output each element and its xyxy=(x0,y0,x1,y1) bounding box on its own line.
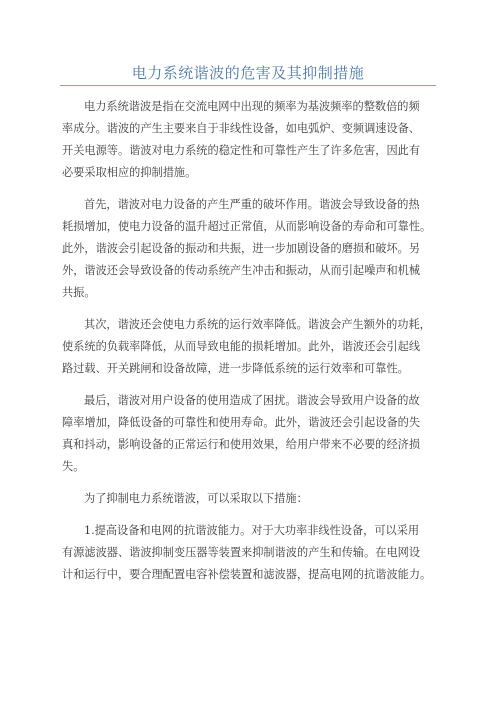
paragraph-measures-intro xyxy=(62,488,474,510)
paragraph-efficiency xyxy=(62,314,474,380)
paragraph-line: 必要采取相应的抑制措施。 xyxy=(62,166,197,179)
paragraph-line: 开关电源等。谐波对电力系统的稳定性和可靠性产生了许多危害，因此有 xyxy=(62,144,421,157)
paragraph-line: 电力系统谐波是指在交流电网中出现的频率为基波频率的整数倍的频 xyxy=(84,100,420,113)
paragraph-line: 失。 xyxy=(62,460,85,473)
paragraph-equipment-damage xyxy=(62,194,474,304)
paragraph-line: 为了抑制电力系统谐波，可以采取以下措施： xyxy=(84,492,308,505)
paragraph-user-devices xyxy=(62,390,474,478)
paragraph-line: 外，谐波还会导致设备的传动系统产生冲击和振动，从而引起噪声和机械 xyxy=(62,264,421,277)
paragraph-line: 耗损增加，使电力设备的温升超过正常值，从而影响设备的寿命和可靠性。 xyxy=(62,220,432,233)
title-underline xyxy=(60,85,436,86)
paragraph-line: 计和运行中，要合理配置电容补偿装置和滤波器，提高电网的抗谐波能力。 xyxy=(62,568,432,581)
document-body xyxy=(62,96,474,596)
paragraph-line: 使系统的负载率降低，从而导致电能的损耗增加。此外，谐波还会引起线 xyxy=(62,340,421,353)
paragraph-line: 有源滤波器、谐波抑制变压器等装置来抑制谐波的产生和传输。在电网设 xyxy=(62,546,421,559)
document-title: 电力系统谐波的危害及其抑制措施 xyxy=(131,64,365,82)
paragraph-definition xyxy=(62,96,474,184)
paragraph-line: 率成分。谐波的产生主要来自于非线性设备，如电弧炉、变频调速设备、 xyxy=(62,122,421,135)
paragraph-line: 最后，谐波对用户设备的使用造成了困扰。谐波会导致用户设备的故 xyxy=(84,394,420,407)
paragraph-line: 障率增加，降低设备的可靠性和使用寿命。此外，谐波还会引起设备的失 xyxy=(62,416,421,429)
paragraph-line: 首先，谐波对电力设备的产生严重的破坏作用。谐波会导致设备的热 xyxy=(84,198,420,211)
paragraph-line: 其次，谐波还会使电力系统的运行效率降低。谐波会产生额外的功耗， xyxy=(84,318,431,331)
paragraph-line: 1.提高设备和电网的抗谐波能力。对于大功率非线性设备，可以采用 xyxy=(84,524,420,537)
paragraph-line: 真和抖动，影响设备的正常运行和使用效果，给用户带来不必要的经济损 xyxy=(62,438,421,451)
paragraph-measure-1 xyxy=(62,520,474,586)
paragraph-line: 共振。 xyxy=(62,286,96,299)
paragraph-line: 此外，谐波会引起设备的振动和共振，进一步加剧设备的磨损和破坏。另 xyxy=(62,242,421,255)
paragraph-line: 路过载、开关跳闸和设备故障，进一步降低系统的运行效率和可靠性。 xyxy=(62,362,409,375)
